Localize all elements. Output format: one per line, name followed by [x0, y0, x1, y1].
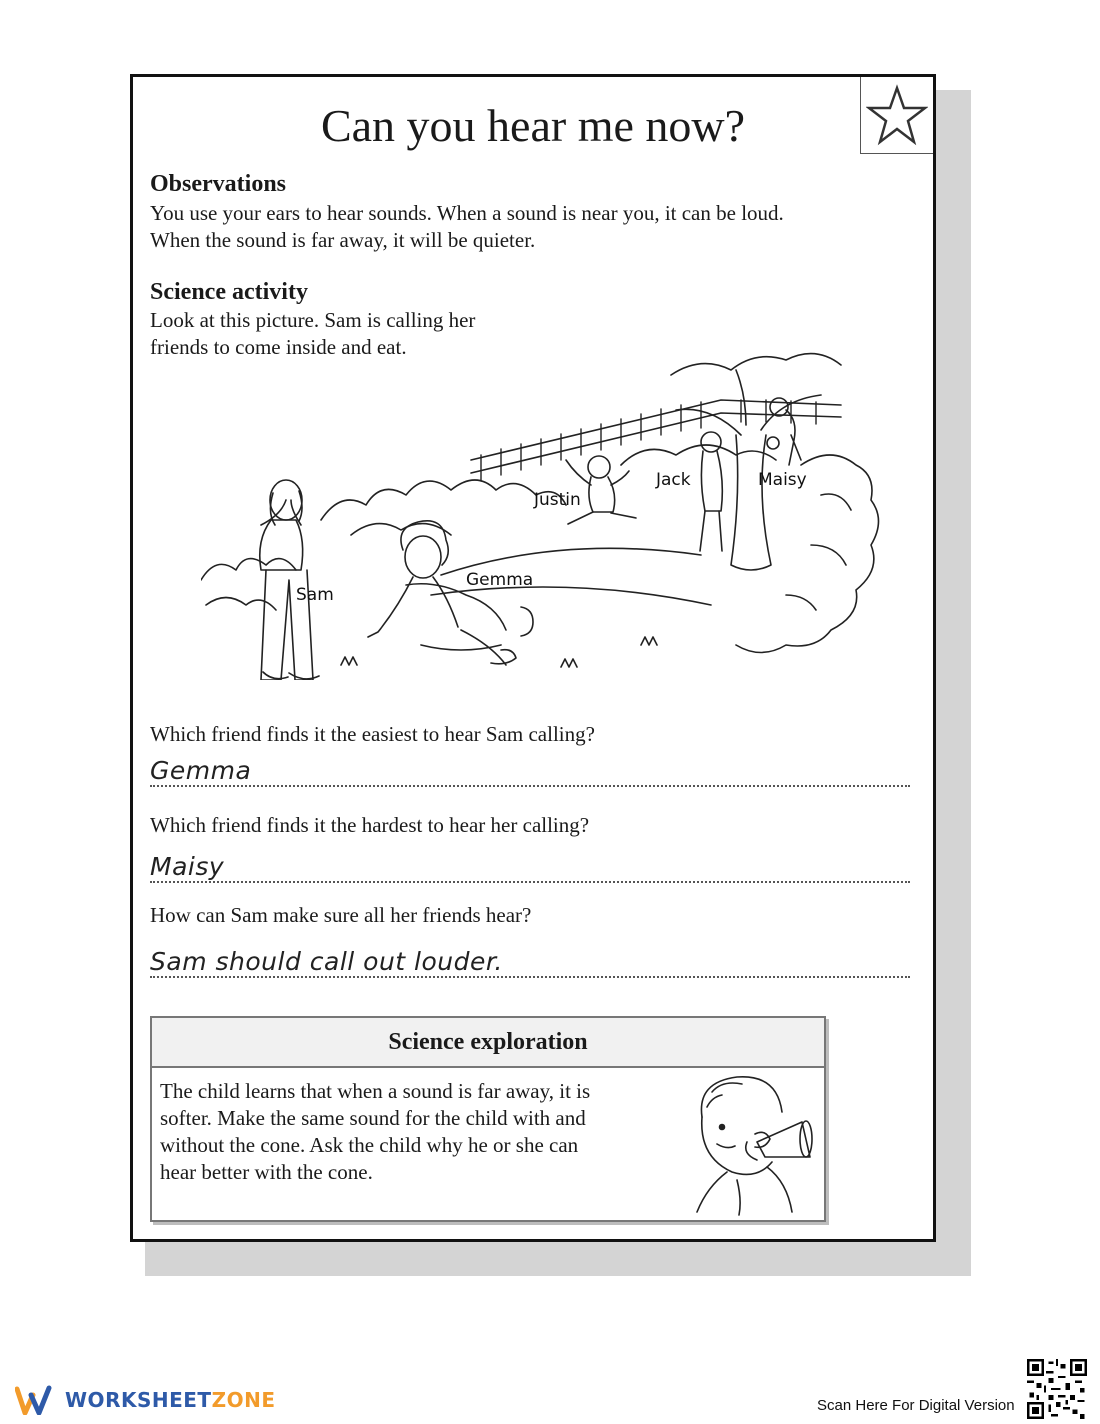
answer-3: Sam should call out louder.: [150, 947, 503, 976]
answer-2: Maisy: [150, 852, 225, 881]
park-scene-illustration: [201, 345, 881, 680]
label-gemma: Gemma: [466, 570, 534, 590]
worksheet: [130, 74, 936, 1242]
answer-line-2[interactable]: [150, 851, 910, 883]
exploration-heading: Science exploration: [152, 1018, 824, 1068]
worksheetzone-logo-icon: [15, 1385, 57, 1415]
answer-line-1[interactable]: [150, 755, 910, 787]
label-jack: Jack: [656, 470, 691, 490]
label-maisy: Maisy: [758, 470, 807, 490]
qr-code-icon[interactable]: [1027, 1359, 1087, 1419]
activity-line: Look at this picture. Sam is calling her: [150, 308, 476, 332]
child-with-cone-illustration: [677, 1072, 817, 1217]
question-1: Which friend finds it the easiest to hear Sam calling?: [150, 722, 595, 746]
observations-heading: Observations: [150, 171, 287, 197]
activity-line: friends to come inside and eat.: [150, 335, 407, 359]
page-title: Can you hear me now?: [320, 100, 746, 151]
label-sam: Sam: [296, 585, 334, 605]
observations-text: [150, 200, 784, 254]
question-3: How can Sam make sure all her friends hear?: [150, 903, 532, 927]
brand-part-2: ZONE: [211, 1388, 276, 1412]
scan-text: Scan Here For Digital Version: [817, 1397, 1015, 1414]
answer-1: Gemma: [150, 756, 252, 785]
brand-name: [65, 1388, 275, 1412]
worksheetzone-logo[interactable]: [15, 1383, 275, 1417]
observations-line: You use your ears to hear sounds. When a sound is near you, it can be loud.: [150, 201, 784, 225]
activity-heading: Science activity: [150, 279, 308, 305]
exploration-text: [160, 1078, 680, 1186]
label-justin: Justin: [534, 490, 581, 510]
observations-line: When the sound is far away, it will be quieter.: [150, 228, 536, 252]
question-2: Which friend finds it the hardest to hear her calling?: [150, 813, 590, 837]
brand-part-1: WORKSHEET: [65, 1388, 212, 1412]
answer-line-3[interactable]: [150, 946, 910, 978]
exploration-line: hear better with the cone.: [160, 1160, 373, 1184]
science-exploration-box: [150, 1016, 826, 1222]
exploration-line: softer. Make the same sound for the child with and: [160, 1106, 586, 1130]
exploration-line: The child learns that when a sound is far away, it is: [160, 1079, 591, 1103]
exploration-line: without the cone. Ask the child why he or she can: [160, 1133, 579, 1157]
